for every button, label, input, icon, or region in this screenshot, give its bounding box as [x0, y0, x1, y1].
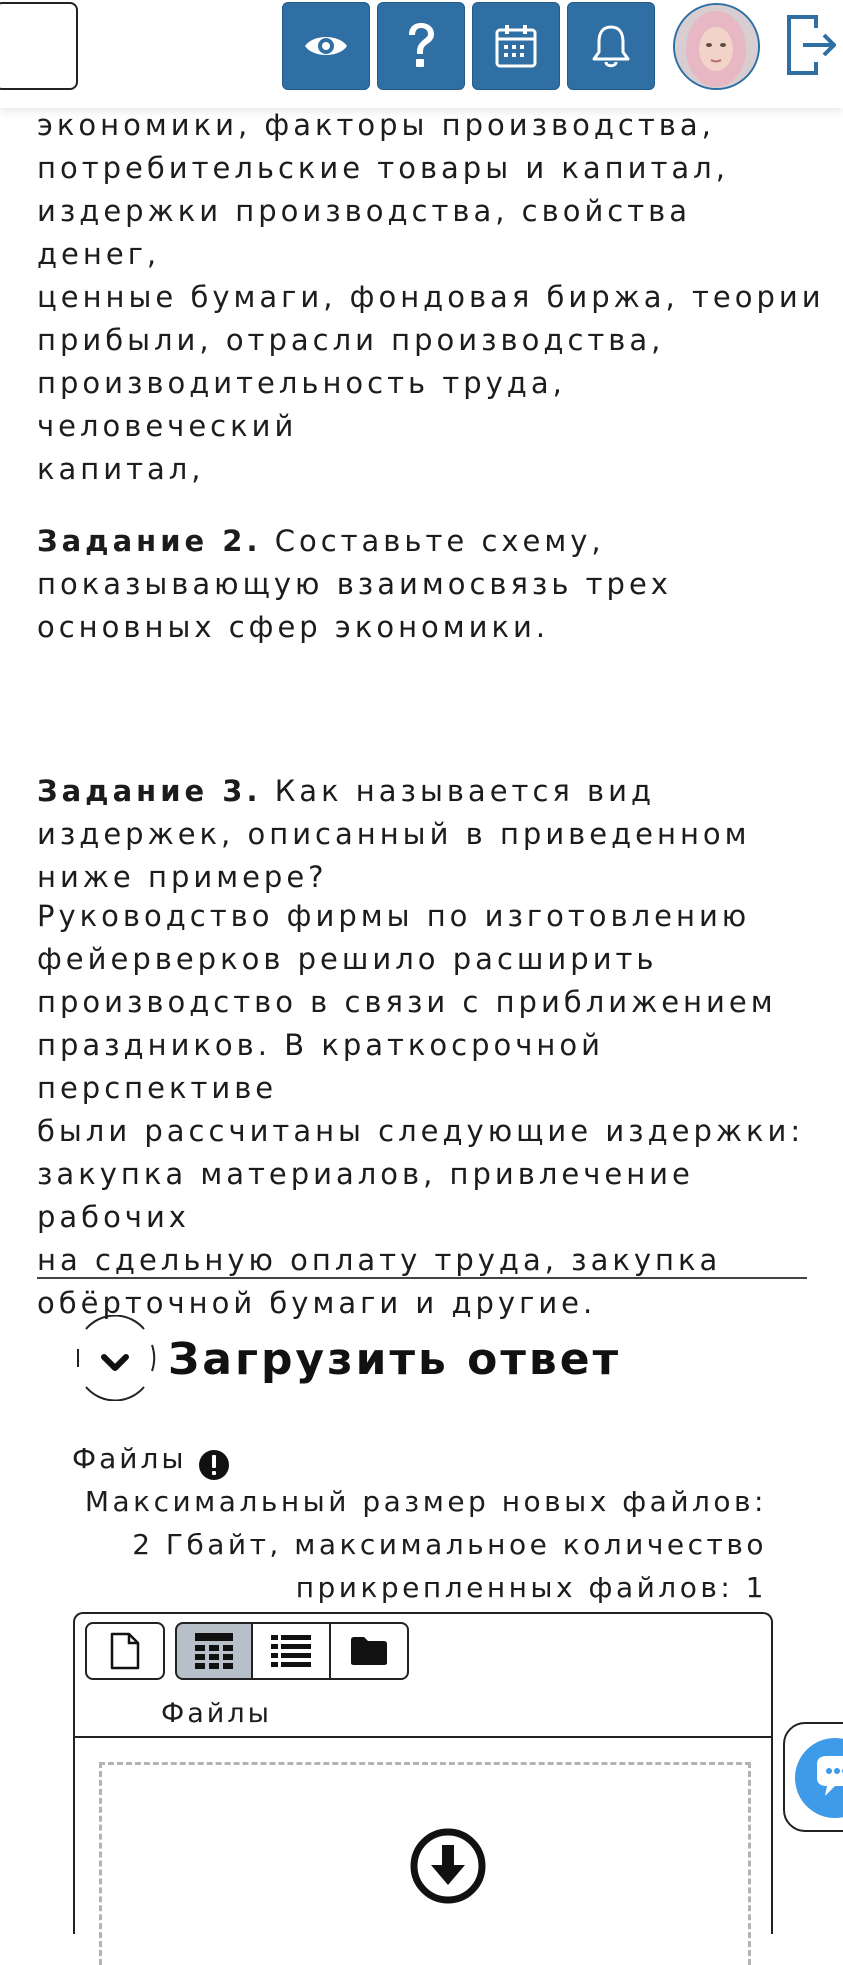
panel-separator: [73, 1736, 773, 1738]
view-tree-button[interactable]: [331, 1622, 409, 1680]
add-file-button[interactable]: [85, 1622, 165, 1680]
files-label: Файлы: [72, 1442, 187, 1475]
upload-section-title: Загрузить ответ: [168, 1334, 622, 1385]
file-manager-breadcrumb[interactable]: Файлы: [161, 1698, 272, 1729]
task-3-label: Задание 3.: [37, 774, 262, 808]
top-bar: [0, 0, 843, 108]
download-circle-icon: [409, 1827, 487, 1905]
task-2-label: Задание 2.: [37, 524, 262, 558]
chat-icon: [795, 1738, 843, 1818]
upload-limits-text: Максимальный размер новых файлов: 2 Гбайт, максимальное количество прикрепленных файлов: 1: [84, 1485, 767, 1604]
help-button[interactable]: [377, 2, 465, 90]
question-icon: [404, 21, 438, 71]
bell-icon: [591, 23, 631, 69]
grid-icon: [195, 1633, 233, 1669]
view-button[interactable]: [282, 2, 370, 90]
topics-paragraph: экономики, факторы производства, потребительские товары и капитал, издержки производства, свойства денег, ценные бумаги, фондовая биржа, теории прибыли, отрасли производства, производительность труда, человеческий капитал,: [37, 108, 825, 486]
task-3-example: Руководство фирмы по изготовлению фейерверков решило расширить производство в связи с приближением праздников. В краткосрочной перспективе были рассчитаны следующие издержки: закупка материалов, привлечение рабочих на сдельную оплату труда, закупка обёрточной бумаги и другие.: [37, 899, 805, 1320]
file-manager-toolbar: [85, 1622, 409, 1682]
file-manager-panel: [73, 1612, 773, 1934]
assignment-text: [37, 104, 827, 491]
task-3: [37, 770, 827, 899]
collapse-toggle-icon[interactable]: [74, 1315, 156, 1401]
file-icon: [109, 1631, 141, 1671]
task-2-text: Составьте схему, показывающую взаимосвязь трех основных сфер экономики.: [37, 524, 672, 644]
chat-button[interactable]: [783, 1722, 843, 1832]
calendar-button[interactable]: [472, 2, 560, 90]
task-2: [37, 520, 827, 649]
task-3-text: Как называется вид издержек, описанный в приведенном ниже примере?: [37, 774, 751, 894]
notifications-button[interactable]: [567, 2, 655, 90]
avatar[interactable]: [673, 3, 760, 90]
file-dropzone[interactable]: [99, 1762, 751, 1965]
list-icon: [271, 1635, 311, 1667]
calendar-icon: [494, 23, 538, 69]
view-list-button[interactable]: [253, 1622, 331, 1680]
logout-icon[interactable]: [786, 14, 836, 76]
view-grid-button[interactable]: [175, 1622, 253, 1680]
info-icon[interactable]: [198, 1449, 230, 1481]
divider: [37, 1277, 807, 1279]
folder-icon: [350, 1636, 388, 1666]
menu-button[interactable]: [0, 2, 78, 90]
eye-icon: [303, 31, 349, 61]
